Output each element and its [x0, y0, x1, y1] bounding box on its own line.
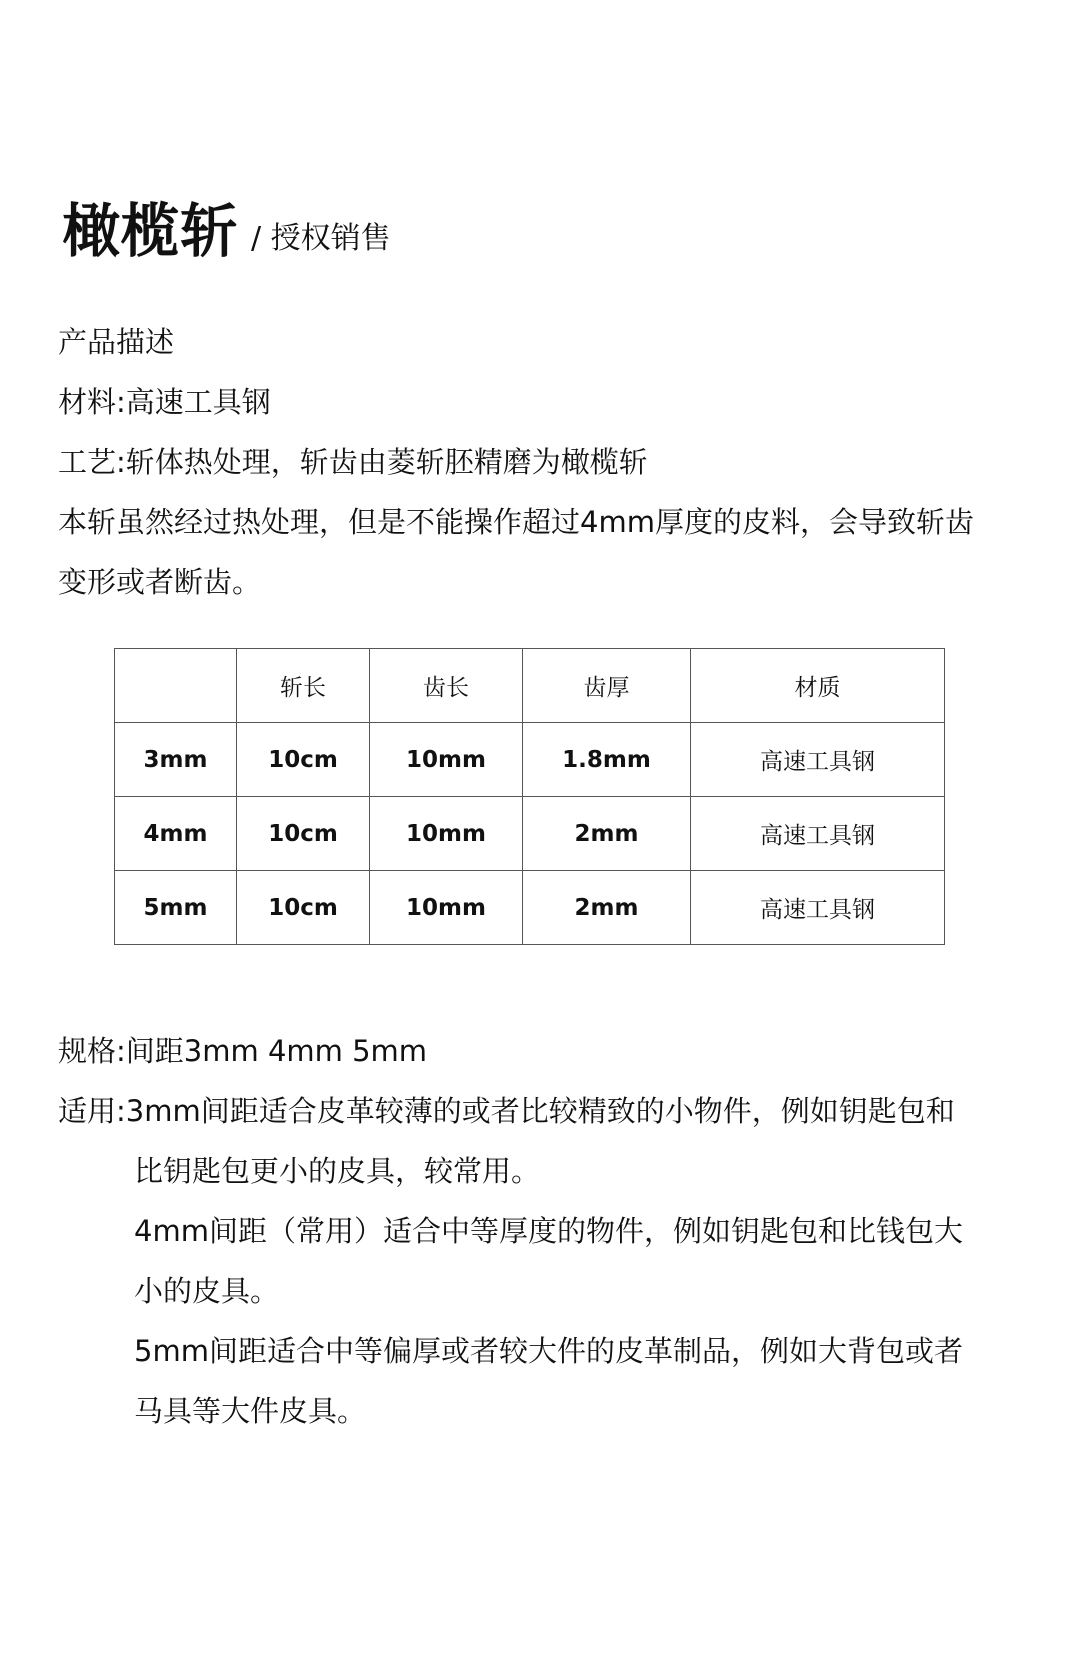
applicable-line-1: 适用:3mm间距适合皮革较薄的或者比较精致的小物件，例如钥匙包和 [58, 1094, 955, 1128]
process-line: 工艺:斩体热处理，斩齿由菱斩胚精磨为橄榄斩 [58, 445, 648, 479]
table-cell: 10cm [237, 871, 370, 945]
table-cell: 高速工具钢 [691, 797, 945, 871]
applicable-line-2: 比钥匙包更小的皮具，较常用。 [134, 1154, 541, 1188]
note-line-2: 变形或者断齿。 [58, 565, 262, 599]
table-cell: 5mm [115, 871, 237, 945]
table-row [115, 871, 945, 945]
description-heading: 产品描述 [58, 325, 175, 359]
spacing-5mm-line-2: 马具等大件皮具。 [134, 1394, 367, 1428]
spacing-5mm-line-1: 5mm间距适合中等偏厚或者较大件的皮革制品，例如大背包或者 [134, 1334, 963, 1368]
product-description [58, 312, 1038, 612]
table-row [115, 723, 945, 797]
table-header-cell: 齿长 [370, 649, 523, 723]
table-cell: 10mm [370, 871, 523, 945]
table-cell: 10mm [370, 797, 523, 871]
table-header-cell: 材质 [691, 649, 945, 723]
table-row [115, 797, 945, 871]
page-subtitle: / 授权销售 [251, 221, 391, 256]
spec-table [114, 648, 945, 945]
table-cell: 4mm [115, 797, 237, 871]
material-line: 材料:高速工具钢 [58, 385, 271, 419]
table-cell: 10cm [237, 797, 370, 871]
table-header-row [115, 649, 945, 723]
spacing-4mm-line-1: 4mm间距（常用）适合中等厚度的物件，例如钥匙包和比钱包大 [134, 1214, 963, 1248]
table-header-cell [115, 649, 237, 723]
spacing-4mm-line-2: 小的皮具。 [134, 1274, 280, 1308]
table-header-cell: 斩长 [237, 649, 370, 723]
table-header-cell: 齿厚 [523, 649, 691, 723]
table-cell: 1.8mm [523, 723, 691, 797]
note-line-1: 本斩虽然经过热处理，但是不能操作超过4mm厚度的皮料，会导致斩齿 [58, 505, 974, 539]
table-cell: 10mm [370, 723, 523, 797]
spec-line: 规格:间距3mm 4mm 5mm [58, 1034, 428, 1068]
usage-section [58, 1021, 1038, 1441]
table-cell: 3mm [115, 723, 237, 797]
table-cell: 2mm [523, 797, 691, 871]
page-title: 橄榄斩 [62, 197, 240, 265]
table-cell: 2mm [523, 871, 691, 945]
page-title-row [62, 196, 391, 266]
table-cell: 高速工具钢 [691, 723, 945, 797]
table-cell: 高速工具钢 [691, 871, 945, 945]
table-cell: 10cm [237, 723, 370, 797]
